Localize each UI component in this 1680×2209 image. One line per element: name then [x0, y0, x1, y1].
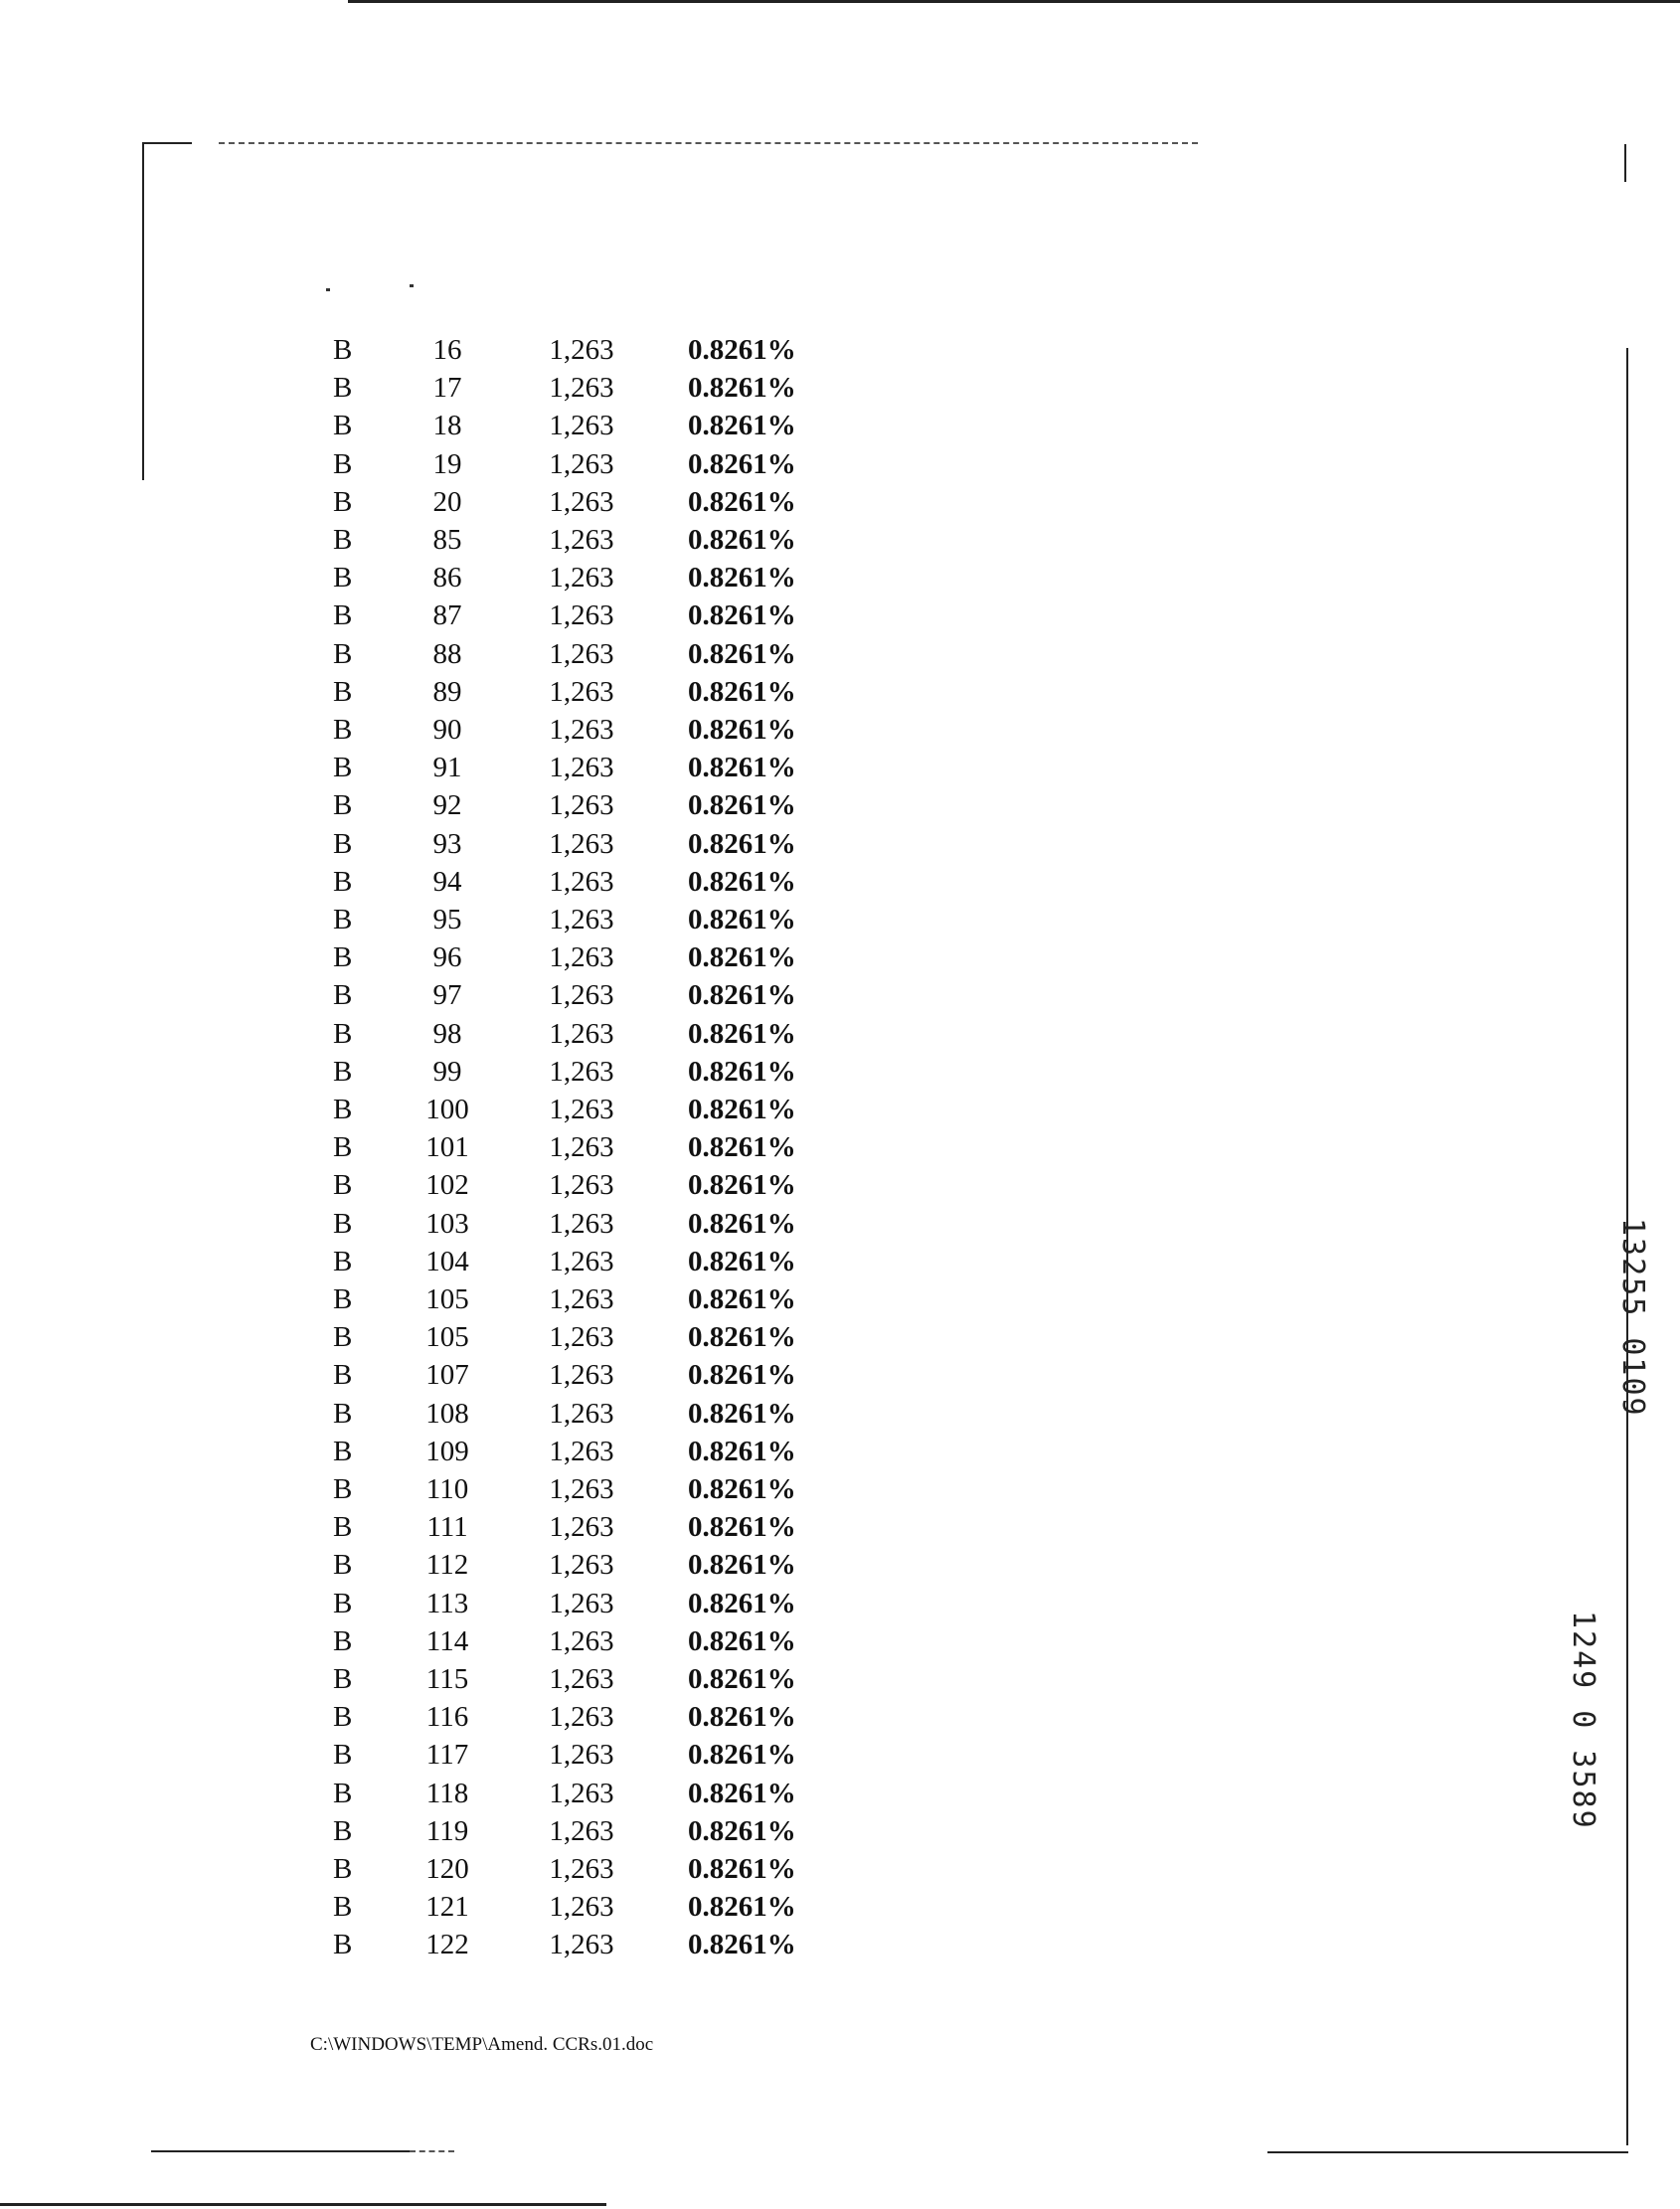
row-value: 1,263 — [549, 1853, 614, 1885]
row-value: 1,263 — [549, 789, 614, 822]
row-value: 1,263 — [549, 675, 614, 708]
row-percentage: 0.8261% — [688, 714, 796, 746]
row-percentage: 0.8261% — [688, 334, 796, 366]
row-value: 1,263 — [549, 904, 614, 935]
row-percentage: 0.8261% — [688, 1701, 796, 1734]
row-number: 121 — [425, 1891, 469, 1924]
row-type: B — [333, 1511, 353, 1544]
row-percentage: 0.8261% — [688, 562, 796, 595]
row-number: 95 — [432, 904, 462, 935]
row-number: 114 — [425, 1624, 469, 1657]
row-percentage: 0.8261% — [688, 1435, 796, 1467]
row-value: 1,263 — [549, 979, 614, 1012]
row-percentage: 0.8261% — [688, 1207, 796, 1240]
row-value: 1,263 — [549, 714, 614, 746]
row-type: B — [333, 1624, 353, 1657]
row-type: B — [333, 1245, 353, 1277]
row-number: 98 — [432, 1017, 462, 1050]
row-type: B — [333, 1397, 353, 1430]
row-percentage: 0.8261% — [688, 941, 796, 974]
bottom-border-line — [0, 2203, 606, 2206]
bottom-right-line — [1267, 2151, 1628, 2153]
row-value: 1,263 — [549, 1397, 614, 1430]
row-type: B — [333, 1435, 353, 1467]
row-percentage: 0.8261% — [688, 1094, 796, 1125]
row-type: B — [333, 1777, 353, 1809]
row-type: B — [333, 485, 353, 518]
row-percentage: 0.8261% — [688, 447, 796, 480]
row-value: 1,263 — [549, 637, 614, 670]
row-number: 89 — [432, 675, 462, 708]
row-number: 17 — [432, 372, 462, 405]
row-type: B — [333, 1473, 353, 1505]
row-value: 1,263 — [549, 941, 614, 974]
row-value: 1,263 — [549, 410, 614, 442]
row-percentage: 0.8261% — [688, 675, 796, 708]
row-type: B — [333, 1055, 353, 1088]
row-type: B — [333, 1853, 353, 1885]
row-percentage: 0.8261% — [688, 789, 796, 822]
row-value: 1,263 — [549, 1624, 614, 1657]
row-type: B — [333, 1929, 353, 1961]
row-value: 1,263 — [549, 524, 614, 556]
row-value: 1,263 — [549, 1283, 614, 1315]
row-type: B — [333, 865, 353, 898]
row-percentage: 0.8261% — [688, 752, 796, 784]
row-value: 1,263 — [549, 1473, 614, 1505]
row-percentage: 0.8261% — [688, 1131, 796, 1164]
row-type: B — [333, 1359, 353, 1392]
row-number: 108 — [425, 1397, 469, 1430]
row-percentage: 0.8261% — [688, 524, 796, 556]
row-percentage: 0.8261% — [688, 1359, 796, 1392]
row-percentage: 0.8261% — [688, 827, 796, 860]
row-value: 1,263 — [549, 1169, 614, 1202]
row-number: 18 — [432, 410, 462, 442]
row-percentage: 0.8261% — [688, 1891, 796, 1924]
row-percentage: 0.8261% — [688, 1245, 796, 1277]
row-number: 104 — [425, 1245, 469, 1277]
row-percentage: 0.8261% — [688, 1473, 796, 1505]
row-percentage: 0.8261% — [688, 1929, 796, 1961]
row-number: 91 — [432, 752, 462, 784]
row-type: B — [333, 1017, 353, 1050]
row-percentage: 0.8261% — [688, 1624, 796, 1657]
row-percentage: 0.8261% — [688, 865, 796, 898]
row-value: 1,263 — [549, 1094, 614, 1125]
row-number: 88 — [432, 637, 462, 670]
row-percentage: 0.8261% — [688, 485, 796, 518]
row-type: B — [333, 1321, 353, 1354]
row-percentage: 0.8261% — [688, 1397, 796, 1430]
row-type: B — [333, 524, 353, 556]
row-number: 96 — [432, 941, 462, 974]
row-number: 90 — [432, 714, 462, 746]
row-type: B — [333, 904, 353, 935]
row-number: 99 — [432, 1055, 462, 1088]
row-number: 87 — [432, 599, 462, 632]
side-code-1: 13255 0109 — [1615, 1218, 1650, 1418]
row-number: 100 — [425, 1094, 469, 1125]
row-type: B — [333, 372, 353, 405]
row-number: 120 — [425, 1853, 469, 1885]
row-percentage: 0.8261% — [688, 979, 796, 1012]
row-percentage: 0.8261% — [688, 1814, 796, 1847]
row-percentage: 0.8261% — [688, 1283, 796, 1315]
row-number: 115 — [425, 1663, 469, 1695]
row-type: B — [333, 941, 353, 974]
row-number: 117 — [425, 1739, 469, 1772]
row-number: 92 — [432, 789, 462, 822]
row-value: 1,263 — [549, 1739, 614, 1772]
bottom-left-line — [151, 2150, 410, 2152]
row-type: B — [333, 789, 353, 822]
inner-top-dash — [219, 142, 1198, 144]
row-type: B — [333, 1739, 353, 1772]
row-type: B — [333, 752, 353, 784]
row-type: B — [333, 1587, 353, 1619]
row-percentage: 0.8261% — [688, 1055, 796, 1088]
row-value: 1,263 — [549, 599, 614, 632]
row-number: 116 — [425, 1701, 469, 1734]
row-percentage: 0.8261% — [688, 1777, 796, 1809]
inner-top-line — [142, 142, 192, 144]
bottom-left-dash — [410, 2150, 454, 2152]
row-percentage: 0.8261% — [688, 1853, 796, 1885]
row-percentage: 0.8261% — [688, 599, 796, 632]
row-number: 101 — [425, 1131, 469, 1164]
row-type: B — [333, 410, 353, 442]
row-type: B — [333, 1169, 353, 1202]
row-type: B — [333, 334, 353, 366]
row-percentage: 0.8261% — [688, 372, 796, 405]
row-type: B — [333, 1814, 353, 1847]
row-value: 1,263 — [549, 1207, 614, 1240]
row-type: B — [333, 827, 353, 860]
row-value: 1,263 — [549, 1359, 614, 1392]
row-number: 20 — [432, 485, 462, 518]
row-value: 1,263 — [549, 1929, 614, 1961]
row-value: 1,263 — [549, 485, 614, 518]
row-number: 107 — [425, 1359, 469, 1392]
row-type: B — [333, 1549, 353, 1582]
row-type: B — [333, 675, 353, 708]
row-number: 86 — [432, 562, 462, 595]
row-number: 113 — [425, 1587, 469, 1619]
row-number: 103 — [425, 1207, 469, 1240]
row-percentage: 0.8261% — [688, 1321, 796, 1354]
row-number: 94 — [432, 865, 462, 898]
row-percentage: 0.8261% — [688, 1169, 796, 1202]
row-value: 1,263 — [549, 1549, 614, 1582]
row-value: 1,263 — [549, 1587, 614, 1619]
row-type: B — [333, 714, 353, 746]
row-value: 1,263 — [549, 372, 614, 405]
row-value: 1,263 — [549, 1131, 614, 1164]
scan-speck — [326, 288, 330, 291]
row-number: 16 — [432, 334, 462, 366]
scan-speck — [410, 284, 414, 287]
row-type: B — [333, 1663, 353, 1695]
row-number: 112 — [425, 1549, 469, 1582]
row-type: B — [333, 562, 353, 595]
row-value: 1,263 — [549, 1017, 614, 1050]
row-percentage: 0.8261% — [688, 1739, 796, 1772]
row-type: B — [333, 1891, 353, 1924]
row-number: 119 — [425, 1814, 469, 1847]
row-type: B — [333, 1283, 353, 1315]
row-value: 1,263 — [549, 1245, 614, 1277]
row-value: 1,263 — [549, 1814, 614, 1847]
row-number: 19 — [432, 447, 462, 480]
row-value: 1,263 — [549, 562, 614, 595]
row-percentage: 0.8261% — [688, 637, 796, 670]
row-type: B — [333, 1701, 353, 1734]
row-number: 109 — [425, 1435, 469, 1467]
row-number: 110 — [425, 1473, 469, 1505]
row-type: B — [333, 1094, 353, 1125]
side-code-2: 1249 0 3589 — [1566, 1611, 1600, 1830]
row-type: B — [333, 447, 353, 480]
row-value: 1,263 — [549, 447, 614, 480]
row-number: 85 — [432, 524, 462, 556]
row-number: 105 — [425, 1283, 469, 1315]
row-percentage: 0.8261% — [688, 904, 796, 935]
row-number: 118 — [425, 1777, 469, 1809]
row-percentage: 0.8261% — [688, 1663, 796, 1695]
row-type: B — [333, 599, 353, 632]
row-type: B — [333, 637, 353, 670]
row-value: 1,263 — [549, 1055, 614, 1088]
row-number: 93 — [432, 827, 462, 860]
row-number: 122 — [425, 1929, 469, 1961]
row-percentage: 0.8261% — [688, 1549, 796, 1582]
row-value: 1,263 — [549, 1435, 614, 1467]
row-percentage: 0.8261% — [688, 1511, 796, 1544]
row-value: 1,263 — [549, 1701, 614, 1734]
row-number: 105 — [425, 1321, 469, 1354]
row-percentage: 0.8261% — [688, 410, 796, 442]
row-value: 1,263 — [549, 334, 614, 366]
row-value: 1,263 — [549, 1321, 614, 1354]
footer-file-path: C:\WINDOWS\TEMP\Amend. CCRs.01.doc — [310, 2034, 654, 2055]
row-type: B — [333, 1207, 353, 1240]
row-value: 1,263 — [549, 1663, 614, 1695]
row-value: 1,263 — [549, 1891, 614, 1924]
row-value: 1,263 — [549, 1511, 614, 1544]
row-number: 97 — [432, 979, 462, 1012]
row-percentage: 0.8261% — [688, 1017, 796, 1050]
row-percentage: 0.8261% — [688, 1587, 796, 1619]
row-number: 102 — [425, 1169, 469, 1202]
inner-left-line — [142, 142, 144, 480]
right-edge-top-tick — [1624, 144, 1626, 182]
row-type: B — [333, 1131, 353, 1164]
row-type: B — [333, 979, 353, 1012]
top-border-line — [348, 0, 1680, 3]
row-value: 1,263 — [549, 827, 614, 860]
row-value: 1,263 — [549, 865, 614, 898]
row-value: 1,263 — [549, 1777, 614, 1809]
row-value: 1,263 — [549, 752, 614, 784]
row-number: 111 — [426, 1511, 468, 1544]
